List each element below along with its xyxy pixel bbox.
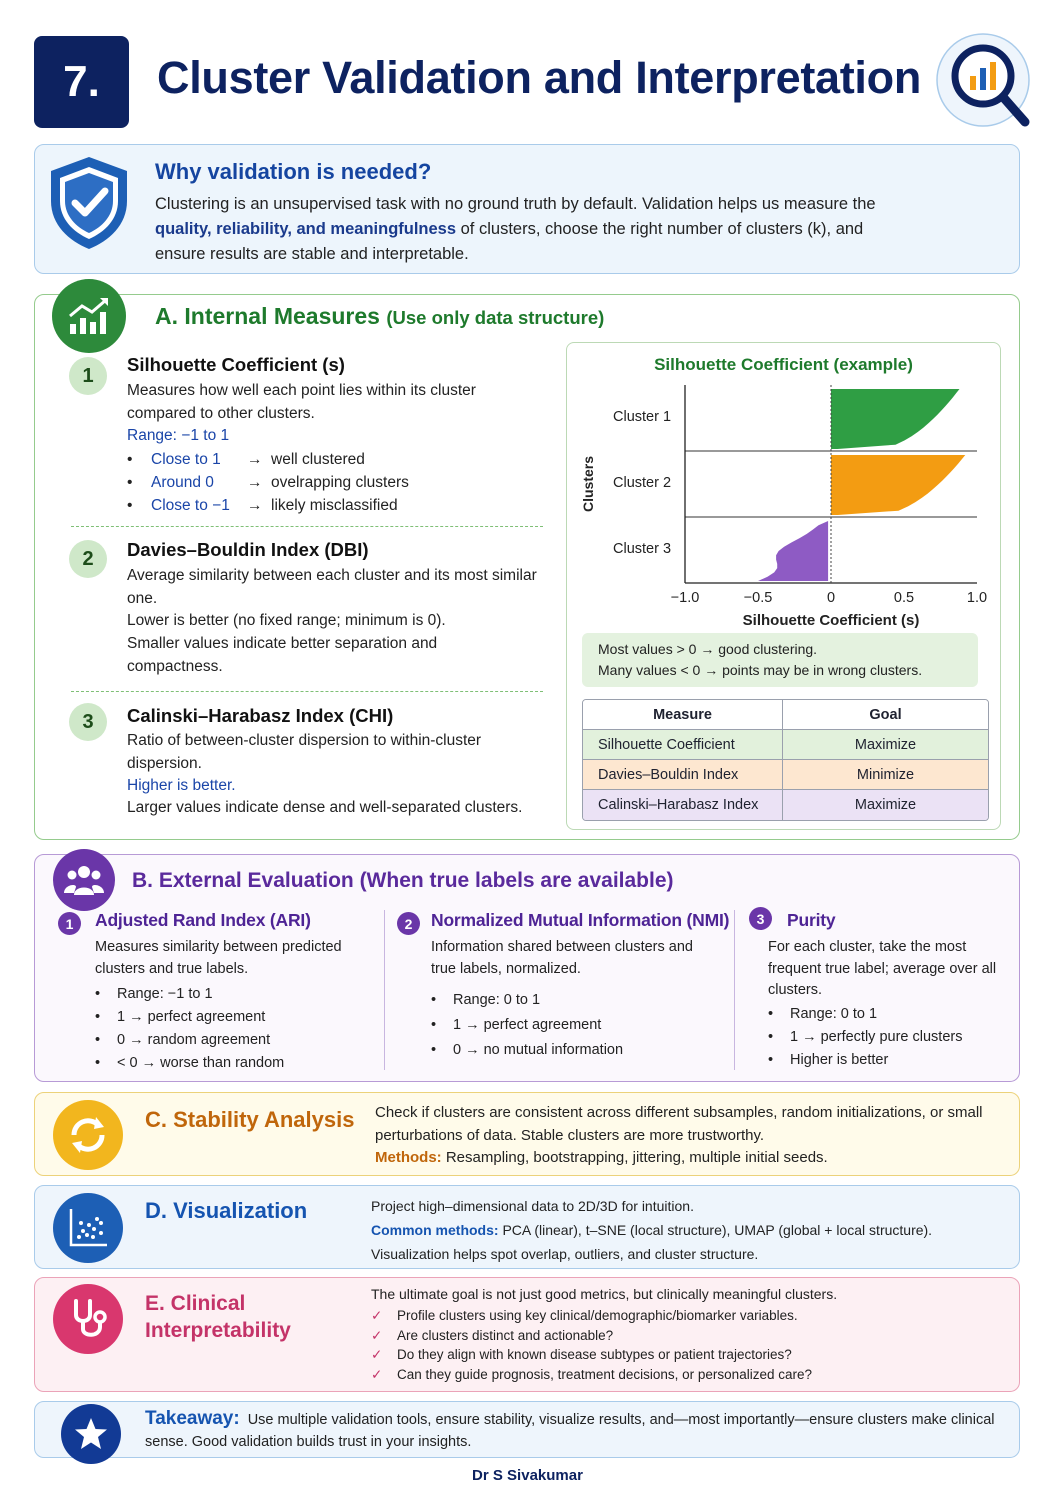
list-item: • Close to 1 → well clustered	[127, 451, 365, 468]
list-item: • Range: −1 to 1	[95, 983, 284, 1006]
item-number-2: 2	[397, 912, 420, 935]
section-d-title: D. Visualization	[145, 1198, 308, 1223]
table-header: Measure Goal	[583, 700, 988, 730]
purity-bullets	[768, 1003, 962, 1072]
takeaway-text: Takeaway: Use multiple validation tools, ensure stability, visualize results, and—most importantly—ensure clusters make clinical sense. Good validation builds trust in your insights.	[145, 1408, 995, 1450]
x-tick-label: 0	[826, 590, 836, 606]
purity-title: Purity	[787, 910, 836, 930]
list-item: ✓ Are clusters distinct and actionable?	[371, 1326, 812, 1346]
nmi-title: Normalized Mutual Information (NMI)	[431, 910, 730, 930]
magnifier-chart-icon	[933, 30, 1039, 134]
clinical-intro: The ultimate goal is not just good metrics, but clinically meaningful clusters.	[371, 1286, 838, 1302]
silhouette-chart	[567, 343, 999, 633]
check-icon: ✓	[371, 1366, 383, 1382]
check-icon: ✓	[371, 1327, 383, 1343]
table-row: Davies–Bouldin Index Minimize	[583, 760, 988, 790]
measure-number-2: 2	[69, 540, 107, 578]
list-item: • < 0 → worse than random	[95, 1052, 284, 1075]
check-icon: ✓	[371, 1308, 383, 1323]
author-credit: Dr S Sivakumar	[472, 1467, 583, 1484]
why-validation-panel	[34, 144, 1020, 274]
list-item: ✓ Profile clusters using key clinical/demographic/biomarker variables.	[371, 1306, 812, 1326]
x-axis-label: Silhouette Coefficient (s)	[742, 612, 920, 629]
refresh-cycle-icon	[53, 1100, 123, 1170]
measure-number-3: 3	[69, 703, 107, 741]
star-icon	[61, 1404, 121, 1464]
dbi-title: Davies–Bouldin Index (DBI)	[127, 539, 369, 560]
x-tick-label: 0.5	[893, 590, 915, 606]
ari-bullets	[95, 983, 284, 1075]
silhouette-range: Range: −1 to 1	[127, 427, 230, 444]
divider	[384, 910, 385, 1070]
ari-title: Adjusted Rand Index (ARI)	[95, 910, 311, 930]
series-label: Cluster 3	[613, 541, 672, 557]
divider	[734, 910, 735, 1070]
chart-note: Most values > 0 → good clustering. Many values < 0 → points may be in wrong clusters.	[582, 633, 978, 687]
section-b-title: B. External Evaluation (When true labels are available)	[132, 869, 674, 892]
section-number-badge: 7.	[34, 36, 129, 128]
purity-desc: For each cluster, take the most frequent true label; average over all clusters.	[768, 939, 997, 998]
ari-desc: Measures similarity between predicted clusters and true labels.	[95, 939, 342, 977]
dbi-line3: Smaller values indicate better separation and compactness.	[127, 635, 438, 675]
why-title: Why validation is needed?	[155, 159, 432, 184]
x-tick-label: 1.0	[966, 590, 988, 606]
section-a-title: A. Internal Measures (Use only data structure)	[155, 303, 605, 329]
silhouette-chart-panel	[566, 342, 1001, 830]
nmi-desc: Information shared between clusters and true labels, normalized.	[431, 939, 693, 977]
list-item: • Range: 0 to 1	[431, 988, 623, 1013]
item-number-3: 3	[749, 907, 772, 930]
list-item: • 0 → no mutual information	[431, 1038, 623, 1063]
measures-table	[582, 699, 989, 821]
list-item: ✓ Can they guide prognosis, treatment decisions, or personalized care?	[371, 1365, 812, 1385]
chi-line3: Larger values indicate dense and well-separated clusters.	[127, 799, 523, 816]
table-row: Silhouette Coefficient Maximize	[583, 730, 988, 760]
list-item: • Close to −1 → likely misclassified	[127, 497, 398, 514]
stethoscope-icon	[53, 1284, 123, 1354]
clinical-checklist	[371, 1306, 812, 1384]
external-evaluation-section	[34, 854, 1020, 1082]
table-row: Calinski–Harabasz Index Maximize	[583, 790, 988, 820]
silhouette-bullets	[127, 448, 409, 517]
takeaway-panel	[34, 1401, 1020, 1458]
list-item: • 1 → perfect agreement	[431, 1013, 623, 1038]
series-label: Cluster 2	[613, 475, 672, 491]
chi-line2: Higher is better.	[127, 777, 236, 794]
list-item: • 0 → random agreement	[95, 1029, 284, 1052]
visualization-section	[34, 1185, 1020, 1269]
people-group-icon	[53, 849, 115, 911]
chi-desc: Ratio of between-cluster dispersion to within-cluster dispersion.	[127, 732, 482, 772]
why-text: Clustering is an unsupervised task with no ground truth by default. Validation helps us measure the quality, reliability, and meaningfulness of clusters, choose the right number of clusters (k), and ensure results are stable and interpretable.	[155, 195, 876, 263]
silhouette-2	[831, 455, 965, 515]
stability-text: Check if clusters are consistent across different subsamples, random initializations, or small perturbations of data. Stable clusters are more trustworthy. Methods: Resampling, bootstrapping, jittering, multiple initial seeds.	[375, 1104, 983, 1166]
list-item: • 1 → perfectly pure clusters	[768, 1026, 962, 1049]
scatter-plot-icon	[53, 1193, 123, 1263]
internal-measures-section	[34, 294, 1020, 840]
silhouette-3	[758, 521, 828, 581]
visualization-text: Project high–dimensional data to 2D/3D for intuition. Common methods: PCA (linear), t–SNE (local structure), UMAP (global + local structure). Visualization helps spot overlap, outliers, and cluster structure.	[371, 1198, 933, 1262]
nmi-bullets	[431, 988, 623, 1063]
item-number-1: 1	[58, 912, 81, 935]
chi-title: Calinski–Harabasz Index (CHI)	[127, 705, 394, 726]
list-item: • Higher is better	[768, 1049, 962, 1072]
measure-number-1: 1	[69, 357, 107, 395]
x-tick-label: −1.0	[670, 590, 700, 606]
silhouette-title: Silhouette Coefficient (s)	[127, 354, 345, 375]
y-axis-label: Clusters	[580, 455, 596, 513]
list-item: • Range: 0 to 1	[768, 1003, 962, 1026]
page-title: Cluster Validation and Interpretation	[157, 52, 922, 103]
clinical-interpretability-section	[34, 1277, 1020, 1392]
list-item: • 1 → perfect agreement	[95, 1006, 284, 1029]
dbi-desc: Average similarity between each cluster and its most similar one.	[127, 567, 537, 607]
x-tick-label: −0.5	[743, 590, 773, 606]
chart-growth-icon	[52, 279, 126, 353]
check-icon: ✓	[371, 1347, 383, 1362]
list-item: ✓ Do they align with known disease subtypes or patient trajectories?	[371, 1345, 812, 1365]
list-item: • Around 0 → ovelrapping clusters	[127, 474, 409, 491]
section-c-title: C. Stability Analysis	[145, 1107, 355, 1132]
chart-title: Silhouette Coefficient (example)	[654, 355, 913, 374]
shield-check-icon	[47, 153, 131, 251]
stability-analysis-section	[34, 1092, 1020, 1176]
divider	[71, 526, 543, 527]
divider	[71, 691, 543, 692]
section-e-title: E. Clinical Interpretability	[145, 1292, 291, 1342]
silhouette-desc: Measures how well each point lies within its cluster compared to other clusters.	[127, 382, 476, 422]
silhouette-1	[831, 389, 960, 449]
series-label: Cluster 1	[613, 409, 672, 425]
dbi-line2: Lower is better (no fixed range; minimum is 0).	[127, 612, 446, 629]
